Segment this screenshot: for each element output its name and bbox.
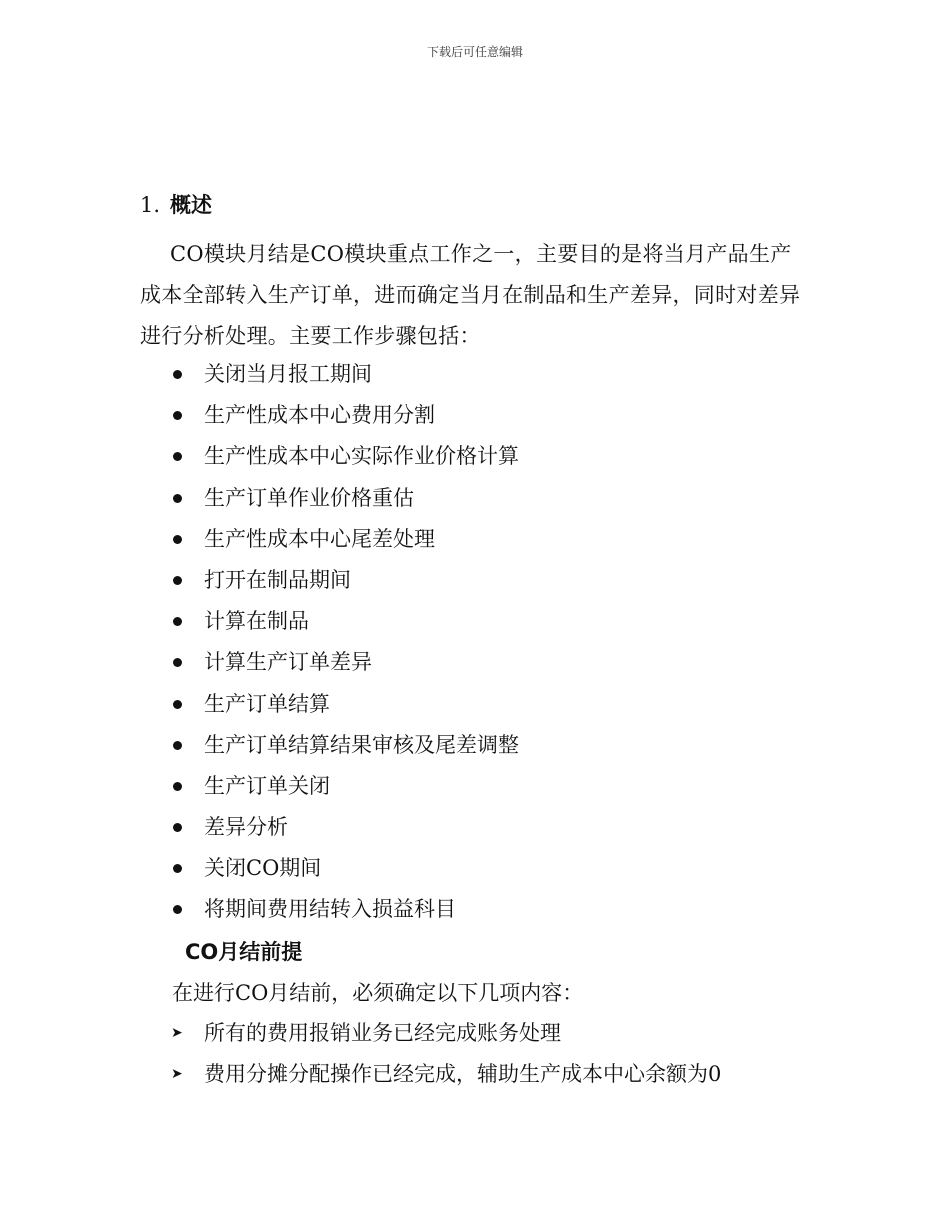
bullet-icon <box>173 411 182 420</box>
arrow-bullet-icon: ➤ <box>171 1025 183 1041</box>
step-label: 生产订单关闭 <box>204 773 330 798</box>
bullet-icon <box>173 494 182 503</box>
bullet-icon <box>173 823 182 832</box>
prerequisite-label: 费用分摊分配操作已经完成，辅助生产成本中心余额为0 <box>204 1062 722 1086</box>
bullet-icon <box>173 658 182 667</box>
bullet-icon <box>173 452 182 461</box>
section-title: 概述 <box>170 193 213 217</box>
prerequisites-heading: CO月结前提 <box>185 940 303 964</box>
step-label: 计算在制品 <box>204 609 309 634</box>
bullet-icon <box>173 864 182 873</box>
bullet-icon <box>173 741 182 750</box>
bullet-icon <box>173 576 182 585</box>
prerequisite-label: 所有的费用报销业务已经完成账务处理 <box>204 1021 561 1045</box>
step-label: 关闭CO期间 <box>204 856 322 881</box>
step-label: 生产性成本中心费用分割 <box>204 403 435 428</box>
step-label: 生产订单作业价格重估 <box>204 485 414 510</box>
bullet-icon <box>173 535 182 544</box>
step-label: 生产性成本中心实际作业价格计算 <box>204 444 519 469</box>
bullet-icon <box>173 370 182 379</box>
step-label: 生产订单结算结果审核及尾差调整 <box>204 732 519 757</box>
step-label: 差异分析 <box>204 815 288 840</box>
section-number: 1. <box>140 193 161 217</box>
page-header: 下载后可任意编辑 <box>426 45 523 59</box>
step-label: 关闭当月报工期间 <box>204 362 372 386</box>
prerequisites-intro: 在进行CO月结前，必须确定以下几项内容： <box>172 981 584 1005</box>
intro-paragraph: CO模块月结是CO模块重点工作之一，主要目的是将当月产品生产成本全部转入生产订单，进而确定当月在制品和生产差异，同时对差异进行分析处理。主要工作步骤包括： <box>140 242 801 348</box>
section-heading <box>140 190 212 220</box>
bullet-icon <box>173 617 182 626</box>
step-label: 计算生产订单差异 <box>204 650 372 675</box>
bullet-icon <box>173 700 182 709</box>
step-label: 生产性成本中心尾差处理 <box>204 526 435 551</box>
step-label: 将期间费用结转入损益科目 <box>204 897 456 922</box>
step-label: 打开在制品期间 <box>204 567 351 592</box>
step-label: 生产订单结算 <box>204 691 330 716</box>
bullet-icon <box>173 782 182 791</box>
bullet-icon <box>173 905 182 914</box>
arrow-bullet-icon: ➤ <box>171 1066 183 1082</box>
